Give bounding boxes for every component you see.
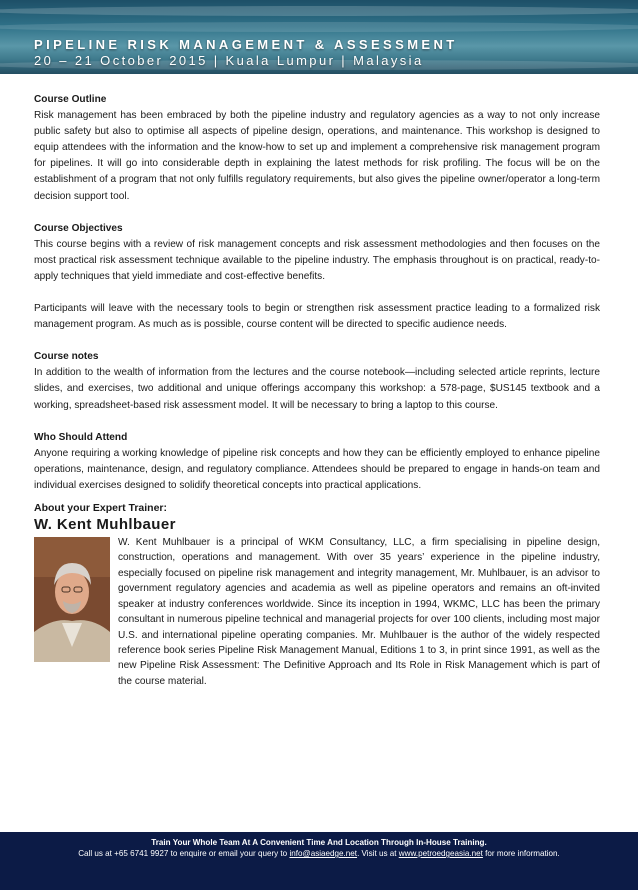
header-banner [0,0,638,74]
footer-contact-middle: . Visit us at [357,849,399,858]
trainer-bio: W. Kent Muhlbauer is a principal of WKM Consultancy, LLC, a firm specialising in pipeline design, construction, operations and management. With over 35 years’ experience in the pipeline industry, especially focused on pipeline risk management and integrity management, Mr. Muhlbauer, is an advisor to government regulatory agencies and academia as well as pipeline operators and remains an oft-invited speaker at industry conferences worldwide. Since its inception in 1994, WKMC, LLC has been the primary consultant in numerous pipeline technical and managerial projects for over 100 clients, including most major U.S. and international pipeline operating companies. Mr. Muhlbauer is the author of the widely respected reference book series Pipeline Risk Management Manual, Editions 1 to 3, in print since 1991, as well as the new Pipeline Risk Assessment: The Definitive Approach and Its Role in Risk Management which is part of the course material. [118,537,600,687]
page-title: PIPELINE RISK MANAGEMENT & ASSESSMENT [34,37,458,52]
section-title-outline: Course Outline [34,94,107,105]
footer-contact-suffix: for more information. [482,849,560,858]
trainer-photo [34,537,110,662]
wave-decoration [0,6,638,16]
section-body-objectives-2: Participants will leave with the necessary tools to begin or strengthen risk assessment practice leading to a formalized risk management program. As much as is possible, course content will be directed to specific audience needs. [34,303,600,331]
wave-decoration [0,22,638,32]
footer-contact-prefix: Call us at +65 6741 9927 to enquire or email your query to [78,849,290,858]
section-body-outline: Risk management has been embraced by both the pipeline industry and regulatory agencies as a way to not only increase public safety but also to optimise all aspects of pipeline design, operations, and maintenance. This workshop is designed to equip attendees with the information and the know-how to set up and implement a comprehensive risk management program for pipelines. It will go into considerable depth in explaining the latest methods for risk profiling. The focus will be on the establishment of a program that not only fulfills regulatory requirements, but also gives the pipeline owner/operator a long-term decision support tool. [34,110,600,202]
main-content [34,92,600,689]
section-body-objectives: This course begins with a review of risk management concepts and risk assessment methodologies and then focuses on the most practical risk assessment technique available to the pipeline industry. The emphasis throughout is on practical, ready-to-apply techniques that yield immediate and cost-effective benefits. [34,238,600,282]
trainer-label: About your Expert Trainer: [34,501,168,514]
section-body-who: Anyone requiring a working knowledge of pipeline risk concepts and how they can be efficiently employed to enhance pipeline operations, maintenance, design, and regulatory compliance. Attendees should be prepared to engage in hands-on team and individual exercises designed to solidify theoretical concepts into practical applications. [34,447,600,491]
website-link[interactable]: www.petroedgeasia.net [398,849,483,858]
section-title-objectives: Course Objectives [34,222,123,234]
email-link[interactable]: info@asiaedge.net [289,849,358,858]
section-body-notes: In addition to the wealth of information from the lectures and the course notebook—including selected article reprints, lecture slides, and exercises, two additional and unique offerings accompany this workshop: a 578-page, $US145 textbook and a working, spreadsheet-based risk assessment model. It will be necessary to bring a laptop to this course. [34,367,600,411]
footer [0,832,638,890]
footer-tagline: Train Your Whole Team At A Convenient Time And Location Through In-House Training. [151,838,487,847]
trainer-section [34,535,600,689]
section-title-notes: Course notes [34,351,99,363]
section-title-who: Who Should Attend [34,431,128,443]
event-date-location: 20 – 21 October 2015 | Kuala Lumpur | Malaysia [34,53,424,68]
footer-contact [0,849,638,858]
trainer-name: W. Kent Muhlbauer [34,516,176,534]
